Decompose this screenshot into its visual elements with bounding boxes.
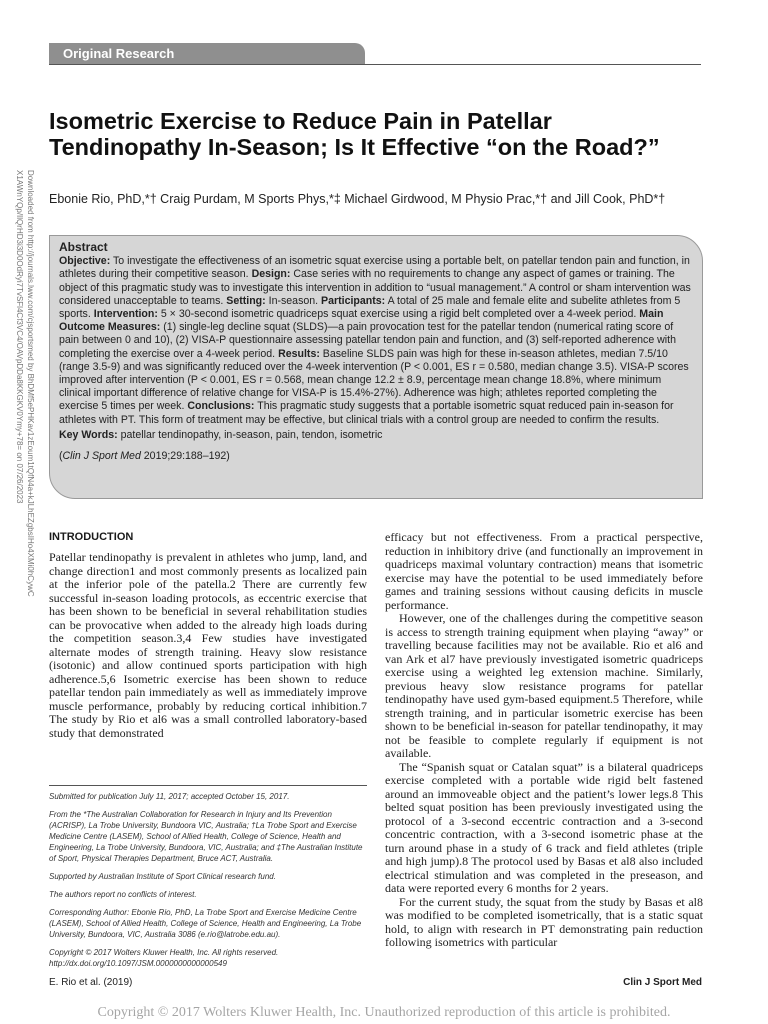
citation-rest: 2019;29:188–192) xyxy=(140,450,230,463)
right-column xyxy=(385,531,703,950)
footnotes xyxy=(49,791,369,976)
affiliations-note: From the *The Australian Collaboration for Research in Injury and Its Prevention (ACRISP), La Trobe University, Bundoora VIC, Australia; †La Trobe Sport and Exercise Medicine Centre (LASEM), School of Allied Health, College of Science, Health and Engineering, La Trobe University, Bundoora, VIC, Australia; and ‡The Australian Institute of Sport, Physical Therapies Department, Bruce ACT, Australia. xyxy=(49,810,363,863)
intro-paragraph: For the current study, the squat from the study by Basas et al8 was modified to be completed isometrically, that is a static squat hold, to align with research in PT demonstrating pain reduction following isometrics with particular xyxy=(385,894,703,949)
participants-label: Participants: xyxy=(321,294,386,307)
funding-note: Supported by Australian Institute of Sport Clinical research fund. xyxy=(49,872,276,881)
article-authors: Ebonie Rio, PhD,*† Craig Purdam, M Sports Phys,*‡ Michael Girdwood, M Physio Prac,*† and Jill Cook, PhD*† xyxy=(49,192,666,206)
keywords-label: Key Words: xyxy=(59,428,118,441)
results-label: Results: xyxy=(278,347,320,360)
footnote-rule xyxy=(49,785,367,786)
conclusions-text: This pragmatic study suggests that a portable isometric squat reduced pain in-season for athletes with PT. This form of treatment may be effective, but clinical trials with a control group are needed to confirm the results. xyxy=(59,400,674,426)
section-tag: Original Research xyxy=(49,43,365,64)
copyright-note: Copyright © 2017 Wolters Kluwer Health, Inc. All rights reserved. xyxy=(49,948,279,957)
doi-link[interactable]: http://dx.doi.org/10.1097/JSM.0000000000000549 xyxy=(49,959,227,968)
introduction-heading: INTRODUCTION xyxy=(49,531,134,543)
setting-text: In-season. xyxy=(265,294,322,307)
citation-open: ( xyxy=(59,450,63,463)
conflicts-note: The authors report no conflicts of interest. xyxy=(49,890,197,899)
intro-paragraph: However, one of the challenges during the competitive season is access to strength training equipment when playing “away” or travelling because facilities may not be available. Rio et al6 and van Ark et al7 have previously investigated isometric quadriceps exercise using a weighted leg extension machine. Similarly, previous heavy slow resistance programs for patellar tendinopathy have used gym-based equipment.5 Therefore, while strength training, and in particular isometric exercise has been shown to be beneficial in-season for patellar tendinopathy, it may not be feasible to complete regularly if equipment is not available. xyxy=(385,611,703,760)
introduction-right-text xyxy=(385,531,703,950)
intro-paragraph: efficacy but not effectiveness. From a practical perspective, reduction in inhibitory drive (and functionally an improvement in quadriceps maximal voluntary contraction) means that isometric exercise may have the potential to be used immediately before games and training sessions without causing deficits in muscle performance. xyxy=(385,530,703,612)
design-label: Design: xyxy=(251,268,291,281)
abstract-body xyxy=(59,255,694,427)
intro-paragraph: The “Spanish squat or Catalan squat” is a bilateral quadriceps exercise completed with a portable wide rigid belt fastened around an immoveable object and the patient’s lower legs.8 This belted squat position has been previously investigated using the protocol of a 3-second eccentric contraction and a 3-second concentric contraction, with a 3-second isometric phase at the turn around phase in a study of 6 track and field athletes (triple and high jump).8 The protocol used by Basas et al8 also included electrical stimulation and was completed in the preseason, and data were reported every 6 months for 2 years. xyxy=(385,759,703,895)
download-side-note: Downloaded from http://journals.lww.com/cjsportsmed by BhDMf5ePHKav1zEoum1tQfN4a+kJLhEZgbsIHo4XMi0hCywCX1AWnYQp/IlQrHD3i3D0OdRyi7TvSFl4Cf3VC4/OAVpDDa8KKGKV0Ymy+78= on 07/26/2023 xyxy=(15,170,35,597)
objective-text: To investigate the effectiveness of an isometric squat exercise using a portable belt, on patellar tendon pain and function, in athletes during their competitive season. xyxy=(59,255,690,281)
submitted-note: Submitted for publication July 11, 2017; accepted October 15, 2017. xyxy=(49,792,290,801)
outcomes-label: Main Outcome Measures: xyxy=(59,308,664,334)
section-rule xyxy=(49,64,701,65)
intro-paragraph: Patellar tendinopathy is prevalent in athletes who jump, land, and change direction1 and most commonly presents as localized pain at the inferior pole of the patella.2 There are currently few successful in-season loading protocols, as eccentric exercise that has been shown to be beneficial in several rehabilitation studies can be provocative when added to the already high loads during the competition season.3,4 Few studies have investigated alternate modes of strength training. Heavy slow resistance (isotonic) and allow continued sports participation with high adherence.5,6 Isometric exercise has been shown to reduce patellar tendon pain immediately as well as immediately improve muscle performance, probably by reducing cortical inhibition.7 The study by Rio et al6 was a small controlled laboratory-based study that demonstrated xyxy=(49,550,367,740)
keywords-text: patellar tendinopathy, in-season, pain, tendon, isometric xyxy=(117,428,383,441)
setting-label: Setting: xyxy=(226,294,266,307)
objective-label: Objective: xyxy=(59,255,111,268)
keywords xyxy=(59,429,694,442)
footer-journal: Clin J Sport Med xyxy=(623,977,702,988)
outcomes-text: (1) single-leg decline squat (SLDS)—a pain provocation test for the patellar tendon (numerical rating score of pain between 0 and 10), (2) VISA-P questionnaire assessing patellar tendon pain and function, and (3) self-reported adherence with completing the exercise over a 4-week period. xyxy=(59,321,676,360)
left-column xyxy=(49,531,367,740)
introduction-left-text xyxy=(49,551,367,740)
citation-journal: Clin J Sport Med xyxy=(62,450,141,463)
conclusions-label: Conclusions: xyxy=(187,400,255,413)
results-text: Baseline SLDS pain was high for these in-season athletes, median 7.5/10 (range 3.5-9) and was significantly reduced over the 4-week intervention (P < 0.001, ES r = 0.580, median change 3.5). VISA-P scores improved after intervention (P < 0.001, ES r = 0.568, mean change 12.2 ± 8.9, percentage mean change 18.8%, where minimum clinical important difference of relative change for VISA-P is 15.4%-27%). Adherence was high; athletes reported completing the exercise 5 times per week. xyxy=(59,347,689,413)
intervention-label: Intervention: xyxy=(93,308,158,321)
participants-text: A total of 25 male and female elite and subelite athletes from 5 sports. xyxy=(59,294,681,321)
abstract-heading: Abstract xyxy=(59,240,108,254)
copyright-footer: Copyright © 2017 Wolters Kluwer Health, Inc. Unauthorized reproduction of this article is prohibited. xyxy=(97,1005,671,1020)
footer-left: E. Rio et al. (2019) xyxy=(49,977,133,988)
corresponding-note: Corresponding Author: Ebonie Rio, PhD, La Trobe Sport and Exercise Medicine Centre (LASEM), School of Allied Health, College of Science, Health and Engineering, La Trobe University, Bundoora, VIC, Australia 3086 (e.rio@latrobe.edu.au). xyxy=(49,908,362,939)
intervention-text: 5 × 30-second isometric quadriceps squat exercise using a rigid belt completed over a 4-week period. xyxy=(157,308,640,321)
abstract-box xyxy=(49,235,703,499)
article-title: Isometric Exercise to Reduce Pain in Patellar Tendinopathy In-Season; Is It Effective “on the Road?” xyxy=(49,108,660,160)
abstract-citation xyxy=(59,450,694,463)
design-text: Case series with no requirements to change any aspect of games or training. The object of this pragmatic study was to investigate this intervention in addition to “usual management.” A control or sham intervention was considered unacceptable to teams. xyxy=(59,268,691,307)
